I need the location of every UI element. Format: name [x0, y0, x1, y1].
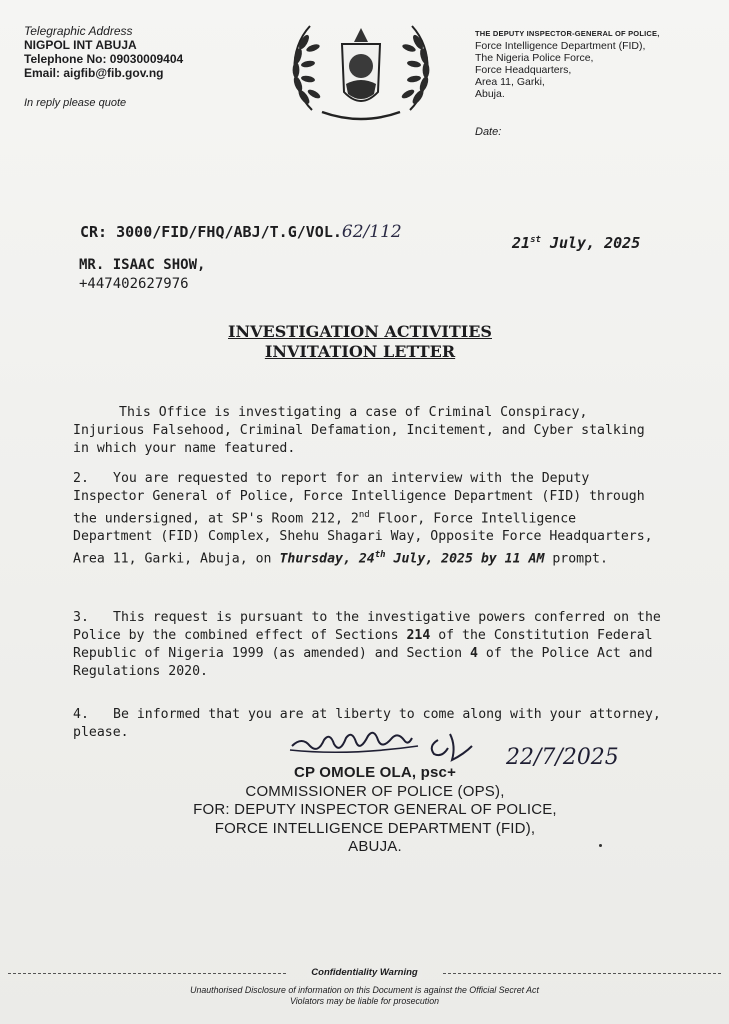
signer-name: CP OMOLE OLA, psc+ [293, 764, 457, 781]
date-label: Date: [475, 126, 502, 138]
office-address-block [475, 28, 725, 138]
recipient-block [79, 256, 205, 294]
appointment-day: Thursday, [279, 551, 351, 567]
office-line: Area 11, Garki, [475, 76, 545, 88]
paragraph-2-text-b: Floor, Force Intelligence Department (FID) Complex, Shehu Shagari Way, Opposite Force Headquarters, Area 11, Garki, Abuja, on [73, 511, 653, 567]
recipient-phone: +447402627976 [79, 276, 189, 292]
section-4: 4 [469, 646, 478, 661]
paragraph-3-text-a: This request is pursuant to the investigative powers conferred on the Police by the combined effect of Sections [73, 610, 661, 643]
office-line: Force Headquarters, [475, 64, 572, 76]
paragraph-1: This Office is investigating a case of Criminal Conspiracy, Injurious Falsehood, Criminal Defamation, Incitement, and Cyber stalking in which your name featured. [73, 405, 645, 456]
paragraph-number: 4. [73, 707, 89, 722]
signature-date: 22/7/2025 [506, 745, 619, 770]
paragraph-4-text: Be informed that you are at liberty to come along with your attorney, please. [73, 707, 661, 740]
paragraph-number: 2. [73, 471, 89, 486]
paragraph-3 [73, 609, 663, 681]
signer-city: ABUJA. [348, 838, 402, 855]
letter-date [512, 234, 640, 252]
title-line-2: INVITATION LETTER [264, 342, 456, 361]
telegraphic-address-block [24, 24, 264, 110]
signer-block [140, 764, 610, 857]
recipient-name: MR. ISAAC SHOW, [79, 257, 206, 273]
reply-quote-line: In reply please quote [24, 97, 127, 109]
ink-mark [599, 844, 602, 847]
telegraphic-value: NIGPOL INT ABUJA [24, 38, 137, 52]
paragraph-3-text-b: of the Constitution Federal Republic of Nigeria 1999 (as amended) and Section [73, 628, 653, 661]
reference-printed: CR: 3000/FID/FHQ/ABJ/T.G/VOL. [80, 223, 342, 241]
office-title: THE DEPUTY INSPECTOR-GENERAL OF POLICE, [475, 29, 660, 38]
appointment-date-suffix: th [374, 550, 386, 561]
paragraph-3-text-c: of the Police Act and Regulations 2020. [73, 646, 653, 679]
confidentiality-label: Confidentiality Warning [307, 967, 421, 978]
telegraphic-label: Telegraphic Address [24, 24, 133, 38]
paragraph-2-text-a: You are requested to report for an interview with the Deputy Inspector General of Police, Force Intelligence Department (FID) through the undersigned, at SP's Room 212, 2 [73, 471, 645, 527]
signer-department: FORCE INTELLIGENCE DEPARTMENT (FID), [214, 819, 536, 837]
telephone-line: Telephone No: 09030009404 [24, 52, 184, 66]
confidentiality-line-1: Unauthorised Disclosure of information on this Document is against the Official Secret Act [190, 985, 539, 995]
reference-handwritten: 62/112 [341, 222, 402, 242]
section-214: 214 [406, 628, 431, 643]
reference-number [80, 222, 402, 242]
appointment-date-time: July, 2025 by 11 AM [385, 551, 545, 567]
title-line-1: INVESTIGATION ACTIVITIES [228, 322, 492, 341]
police-crest-logo [282, 14, 440, 126]
date-suffix: st [530, 235, 541, 245]
office-line: The Nigeria Police Force, [475, 52, 594, 64]
confidentiality-line-2: Violators may be liable for prosecution [290, 996, 439, 1006]
appointment-date-num: 24 [358, 551, 375, 567]
office-line: Abuja. [475, 88, 505, 100]
office-line: Force Intelligence Department (FID), [475, 40, 646, 52]
confidentiality-footer [8, 967, 721, 1007]
letter-title [190, 322, 530, 362]
date-day: 21 [512, 234, 531, 252]
paragraph-2-end: prompt. [544, 551, 608, 567]
paragraph-number: 3. [73, 610, 89, 625]
signer-for-line: FOR: DEPUTY INSPECTOR GENERAL OF POLICE, [193, 801, 557, 818]
floor-suffix: nd [358, 510, 370, 520]
paragraph-2 [73, 470, 663, 569]
email-line: Email: aigfib@fib.gov.ng [24, 66, 164, 80]
signer-title: COMMISSIONER OF POLICE (OPS), [245, 782, 505, 800]
date-rest: July, 2025 [540, 234, 641, 252]
